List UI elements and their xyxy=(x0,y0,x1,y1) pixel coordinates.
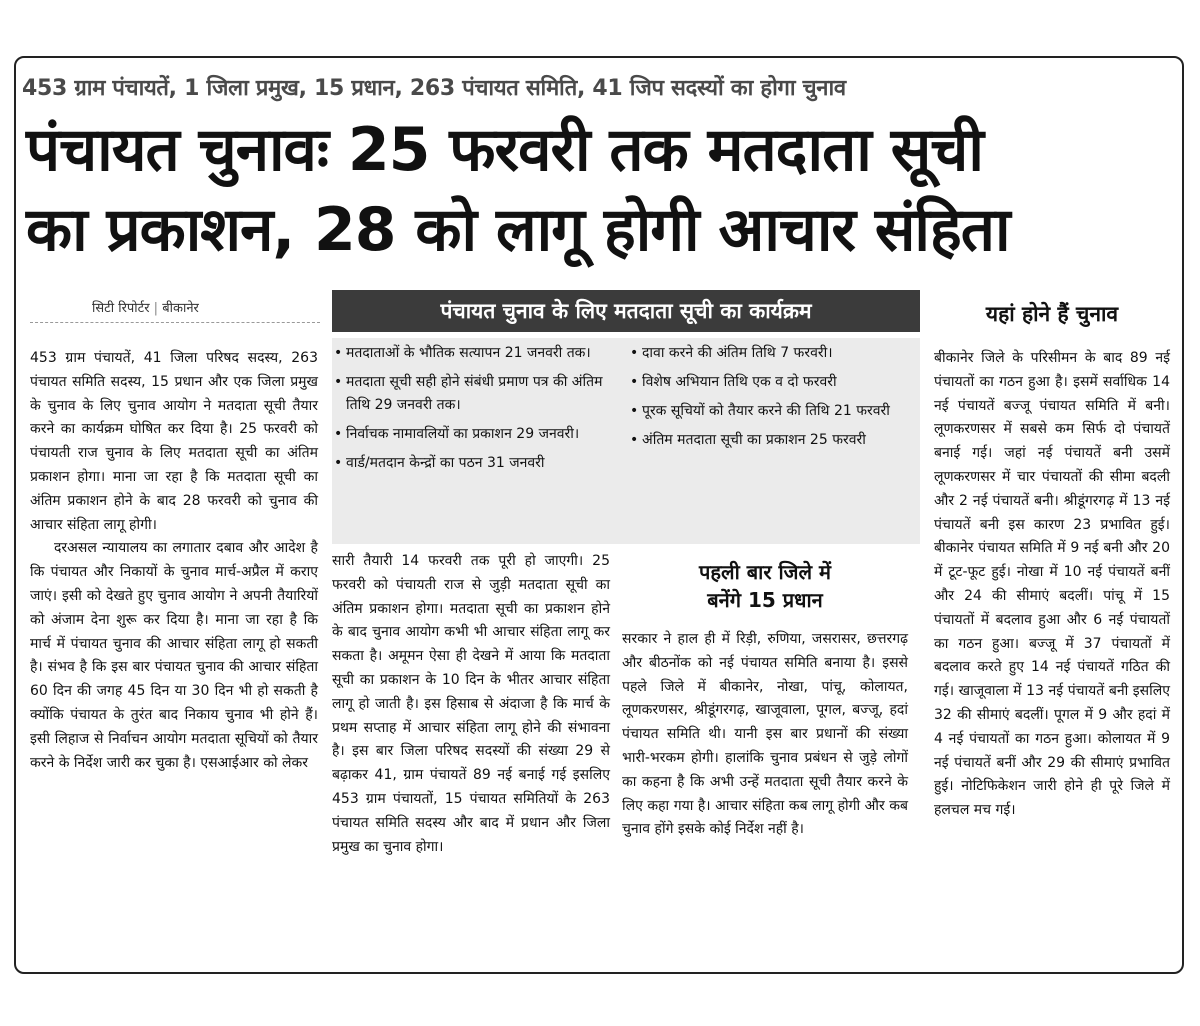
schedule-item: • अंतिम मतदाता सूची का प्रकाशन 25 फरवरी xyxy=(628,429,912,452)
column4-subheading: यहां होने हैं चुनाव xyxy=(985,302,1119,326)
kicker-headline: 453 ग्राम पंचायतें, 1 जिला प्रमुख, 15 प्रधान, 263 पंचायत समिति, 41 जिप सदस्यों का होगा चुनाव xyxy=(22,76,846,101)
article-column-2 xyxy=(332,550,610,859)
byline-divider xyxy=(30,322,320,323)
byline-reporter: सिटी रिपोर्टर xyxy=(92,301,150,316)
headline-line-1: पंचायत चुनावः 25 फरवरी तक मतदाता सूची xyxy=(26,115,983,185)
schedule-item: • निर्वाचक नामावलियों का प्रकाशन 29 जनवरी। xyxy=(332,423,612,446)
article-column-3 xyxy=(622,628,908,842)
column3-subheading xyxy=(622,558,908,614)
schedule-item: • पूरक सूचियों को तैयार करने की तिथि 21 फरवरी xyxy=(628,400,912,423)
column2-paragraph-1: सारी तैयारी 14 फरवरी तक पूरी हो जाएगी। 25 फरवरी को पंचायती राज से जुड़ी मतदाता सूची का अंतिम प्रकाशन होगा। मतदाता सूची का प्रकाशन होने के बाद चुनाव आयोग कभी भी आचार संहिता लागू कर सकता है। अमूमन ऐसा ही देखने में आया कि मतदाता सूची का प्रकाशन के 10 दिन के भीतर आचार संहिता लागू हो जाती है। इस हिसाब से अंदाजा है कि मार्च के प्रथम सप्ताह में आचार संहिता लागू होने की संभावना है। इस बार जिला परिषद सदस्यों की संख्या 29 से बढ़ाकर 41, ग्राम पंचायतें 89 नई बनाई गई इसलिए 453 ग्राम पंचायतों, 15 पंचायत समितियों के 263 पंचायत समिति सदस्य और बाद में प्रधान और जिला प्रमुख का चुनाव होगा। xyxy=(332,553,610,855)
column4-paragraph-1: बीकानेर जिले के परिसीमन के बाद 89 नई पंचायतों का गठन हुआ है। इसमें सर्वाधिक 14 नई पंचायतें बज्जू पंचायत समिति में बनी। लूणकरणसर में सबसे कम सिर्फ दो पंचायतें बनाई गई। जहां नई पंचायतें बनी उसमें लूणकरणसर में चार पंचायतों की सीमा बदली और 2 नई पंचायतें बनी। श्रीडूंगरगढ़ में 13 नई पंचायतें बनी इस कारण 23 प्रभावित हुई। बीकानेर पंचायत समिति में 9 नई बनी और 20 में टूट-फूट हुई। नोखा में 10 नई पंचायतें बनीं और 24 की सीमाएं बदलीं। पांचू में 15 पंचायतों में बदलाव हुआ और 6 नई पंचायतों का गठन हुआ। बज्जू में 37 पंचायतों में बदलाव करते हुए 14 नई पंचायतें गठित की गई। खाजूवाला में 13 नई पंचायतें बनी इसलिए 32 की सीमाएं बदलीं। पूगल में 9 और हदां में 4 नई पंचायतों का गठन हुआ। कोलायत में 9 नई पंचायतें बनीं और 29 की सीमाएं प्रभावित हुई। नोटिफिकेशन जारी होने ही पूरे जिले में हलचल मच गई। xyxy=(934,350,1170,819)
column3-subheading-line-2: बनेंगे 15 प्रधान xyxy=(707,588,823,612)
schedule-list-left xyxy=(332,342,612,481)
schedule-item: • वार्ड/मतदान केन्द्रों का पठन 31 जनवरी xyxy=(332,452,612,475)
byline-city: बीकानेर xyxy=(162,301,199,316)
main-headline xyxy=(26,110,1176,270)
schedule-box-title: पंचायत चुनाव के लिए मतदाता सूची का कार्यक्रम xyxy=(332,290,920,332)
schedule-item: • विशेष अभियान तिथि एक व दो फरवरी xyxy=(628,371,912,394)
schedule-item: • मतदाता सूची सही होने संबंधी प्रमाण पत्र की अंतिम तिथि 29 जनवरी तक। xyxy=(332,371,612,417)
column1-paragraph-2: दरअसल न्यायालय का लगातार दबाव और आदेश है कि पंचायत और निकायों के चुनाव मार्च-अप्रैल में कराए जाएं। इसी को देखते हुए चुनाव आयोग ने अपनी तैयारियों को अंजाम देना शुरू कर दिया है। माना जा रहा है कि मार्च में पंचायत चुनाव की आचार संहिता लागू हो सकती है। संभव है कि इस बार पंचायत चुनाव की आचार संहिता 60 दिन की जगह 45 दिन या 30 दिन भी हो सकती है क्योंकि पंचायत के तुरंत बाद निकाय चुनाव भी होने हैं। इसी लिहाज से निर्वाचन आयोग मतदाता सूचियों को तैयार करने के निर्देश जारी कर चुका है। एसआईआर को लेकर xyxy=(30,540,318,771)
schedule-list-right xyxy=(628,342,912,458)
byline-separator: | xyxy=(153,301,159,316)
column1-paragraph-1: 453 ग्राम पंचायतें, 41 जिला परिषद सदस्य, 263 पंचायत समिति सदस्य, 15 प्रधान और एक जिला प्रमुख के चुनाव के लिए चुनाव आयोग ने मतदाता सूची तैयार करने का कार्यक्रम घोषित कर दिया है। 25 फरवरी को पंचायती राज चुनाव के लिए मतदाता सूची का अंतिम प्रकाशन होगा। माना जा रहा है कि मतदाता सूची का अंतिम प्रकाशन होने के बाद 28 फरवरी को चुनाव की आचार संहिता लागू होगी। xyxy=(30,350,318,533)
article-column-1 xyxy=(30,347,318,775)
schedule-item: • मतदाताओं के भौतिक सत्यापन 21 जनवरी तक। xyxy=(332,342,612,365)
schedule-item: • दावा करने की अंतिम तिथि 7 फरवरी। xyxy=(628,342,912,365)
article-column-4 xyxy=(934,347,1170,823)
byline xyxy=(92,298,199,316)
headline-line-2: का प्रकाशन, 28 को लागू होगी आचार संहिता xyxy=(26,195,1010,265)
column3-subheading-line-1: पहली बार जिले में xyxy=(699,560,831,584)
column3-paragraph-1: सरकार ने हाल ही में रिड़ी, रुणिया, जसरासर, छत्तरगढ़ और बीठनोंक को नई पंचायत समिति बनाया है। इससे पहले जिले में बीकानेर, नोखा, पांचू, कोलायत, लूणकरणसर, श्रीडूंगरगढ़, खाजूवाला, पूगल, बज्जू, हदां पंचायत समिति थी। यानी इस बार प्रधानों की संख्या भारी-भरकम होगी। हालांकि चुनाव प्रबंधन से जुड़े लोगों का कहना है कि अभी उन्हें मतदाता सूची तैयार करने के लिए कहा गया है। आचार संहिता कब लागू होगी और कब चुनाव होंगे इसके कोई निर्देश नहीं है। xyxy=(622,631,908,838)
